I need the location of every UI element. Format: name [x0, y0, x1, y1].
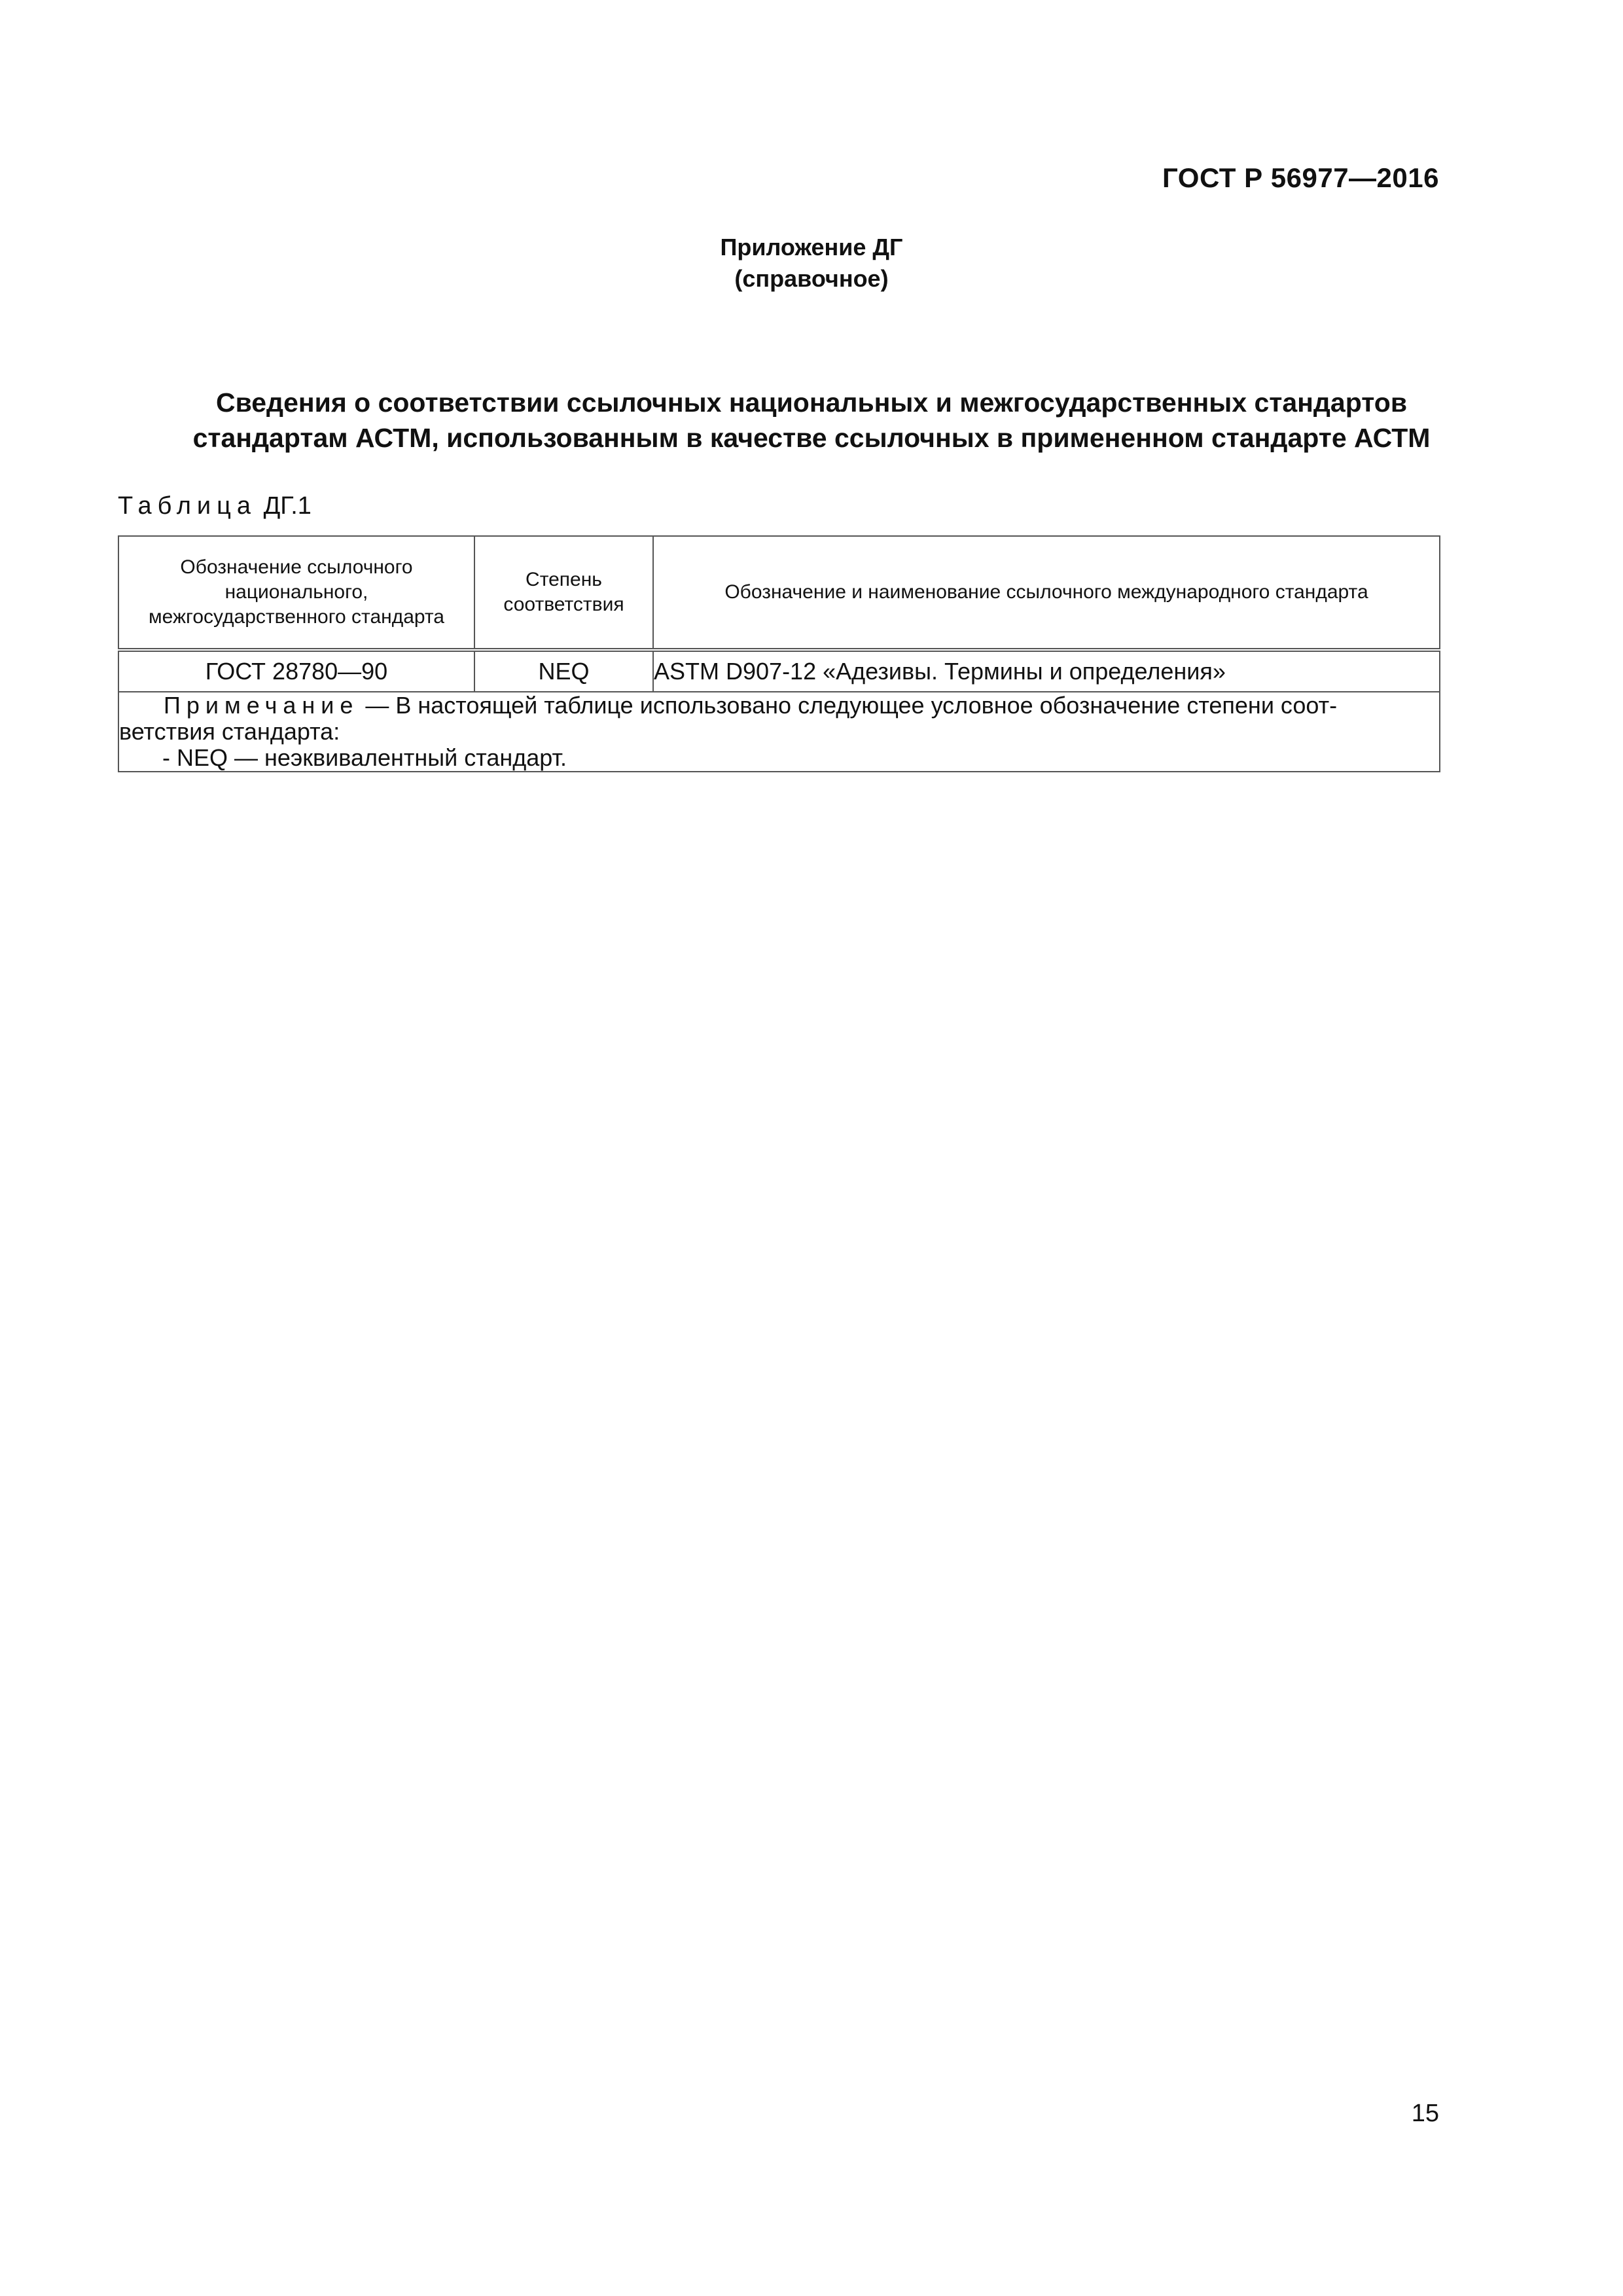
appendix-title: Приложение ДГ: [720, 234, 903, 260]
note-line-1: [119, 692, 1439, 719]
table-note: [118, 692, 1440, 772]
column-header-national-standard: Обозначение ссылочного национального, межгосударственного стандарта: [118, 536, 474, 650]
table-row: [118, 650, 1440, 692]
standards-correspondence-table: [118, 535, 1440, 772]
table-caption: [118, 492, 312, 520]
cell-international-standard: ASTM D907-12 «Адезивы. Термины и определения»: [653, 650, 1440, 692]
appendix-subtitle: (справочное): [734, 265, 889, 292]
document-code: ГОСТ Р 56977—2016: [1162, 162, 1439, 193]
page-number: 15: [1411, 2100, 1439, 2127]
appendix-heading: [0, 232, 1623, 295]
table-caption-number: ДГ.1: [263, 492, 312, 520]
table-header-row: [118, 536, 1440, 650]
cell-national-standard: ГОСТ 28780—90: [118, 650, 474, 692]
section-title-line-1: Сведения о соответствии ссылочных национальных и межгосударственных стандартов: [215, 387, 1408, 418]
note-line-2: ветствия стандарта:: [119, 718, 340, 745]
column-header-degree: Степень соответствия: [474, 536, 653, 650]
note-item: - NEQ — неэквивалентный стандарт.: [162, 744, 567, 771]
section-title-line-2: стандартам АСТМ, использованным в качестве ссылочных в примененном стандарте АСТМ: [192, 423, 1431, 453]
cell-degree: NEQ: [474, 650, 653, 692]
note-text-1: — В настоящей таблице использовано следующее условное обозначение степени соот-: [359, 692, 1338, 719]
table-note-row: [118, 692, 1440, 772]
section-title: [118, 385, 1505, 456]
column-header-international-standard: Обозначение и наименование ссылочного международного стандарта: [653, 536, 1440, 650]
note-label: Примечание: [164, 692, 359, 719]
table-caption-label: Таблица: [118, 492, 257, 520]
